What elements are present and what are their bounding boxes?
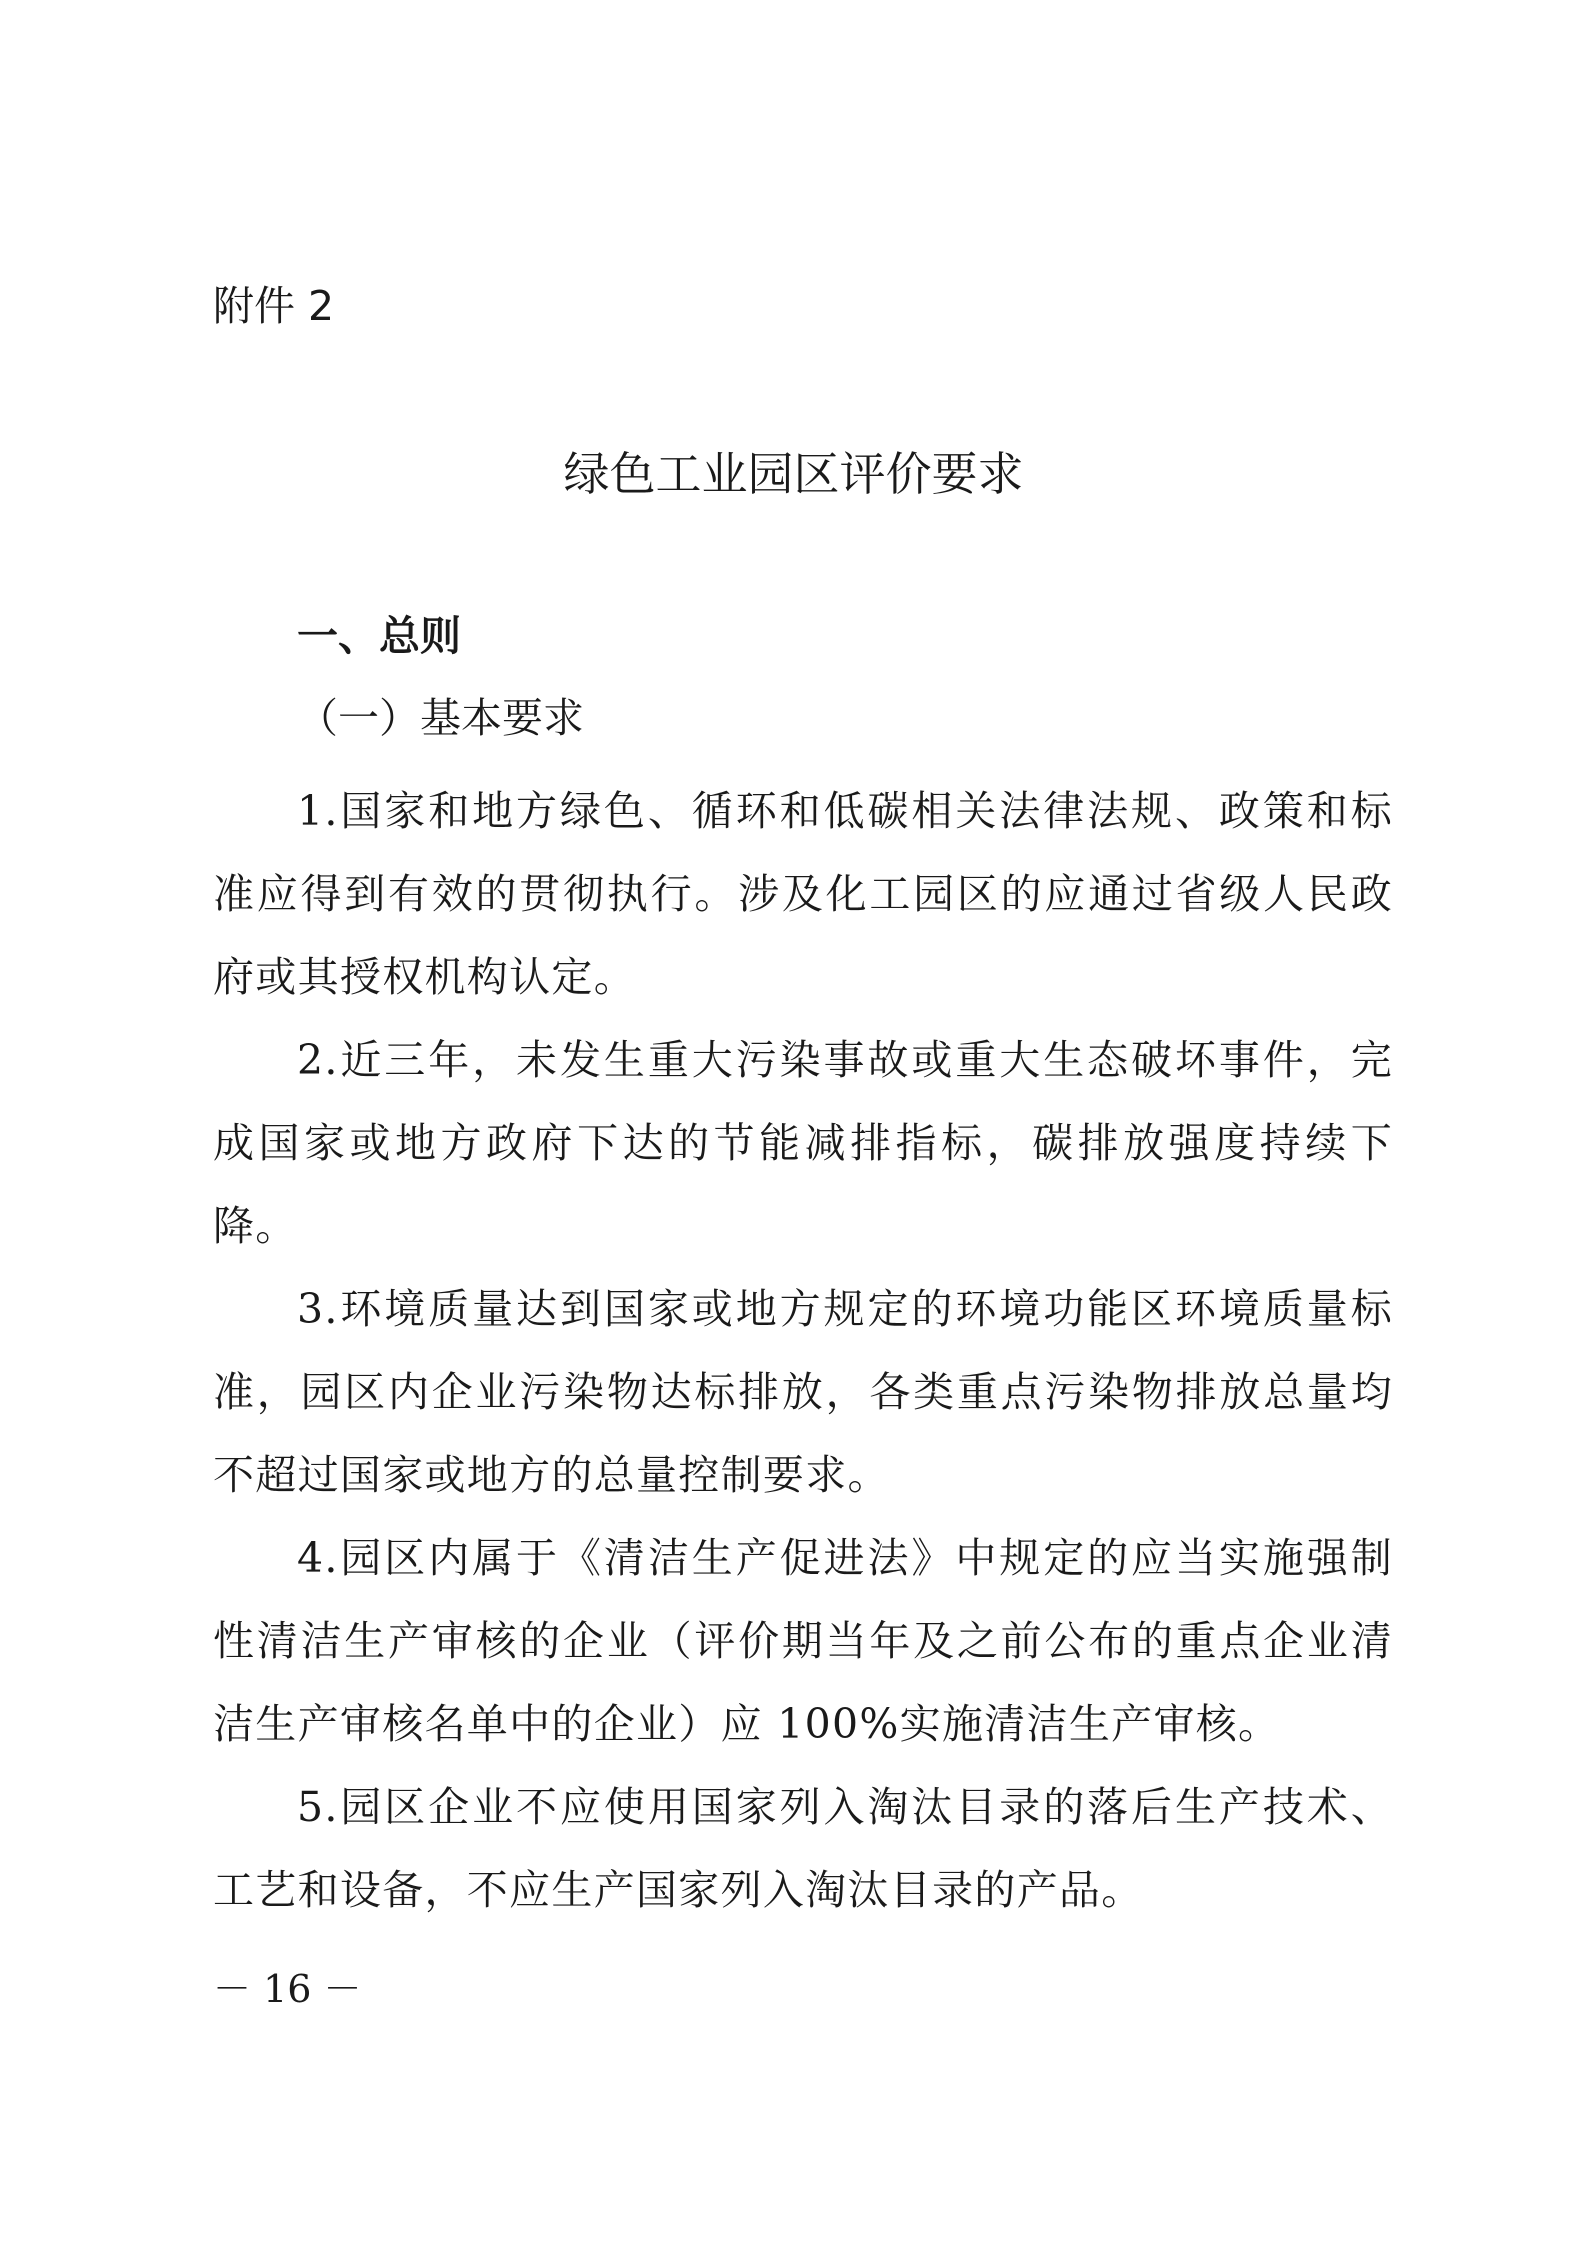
paragraph-3: 3.环境质量达到国家或地方规定的环境功能区环境质量标准，园区内企业污染物达标排放，各类重点污染物排放总量均不超过国家或地方的总量控制要求。 [213,1285,1393,1499]
document-body [213,770,1393,1932]
attachment-label: 附件 2 [213,282,335,330]
paragraph-4: 4.园区内属于《清洁生产促进法》中规定的应当实施强制性清洁生产审核的企业（评价期当年及之前公布的重点企业清洁生产审核名单中的企业）应 100%实施清洁生产审核。 [213,1534,1393,1748]
paragraph-2: 2.近三年，未发生重大污染事故或重大生态破坏事件，完成国家或地方政府下达的节能减排指标，碳排放强度持续下降。 [213,1036,1393,1250]
page-number: － 16 － [213,1967,362,2011]
paragraph-5: 5.园区企业不应使用国家列入淘汰目录的落后生产技术、工艺和设备，不应生产国家列入淘汰目录的产品。 [213,1783,1393,1914]
subsection-heading: （一）基本要求 [297,694,584,742]
paragraph-1: 1.国家和地方绿色、循环和低碳相关法律法规、政策和标准应得到有效的贯彻执行。涉及化工园区的应通过省级人民政府或其授权机构认定。 [213,787,1393,1001]
document-title: 绿色工业园区评价要求 [563,447,1024,501]
section-heading: 一、总则 [297,612,461,660]
